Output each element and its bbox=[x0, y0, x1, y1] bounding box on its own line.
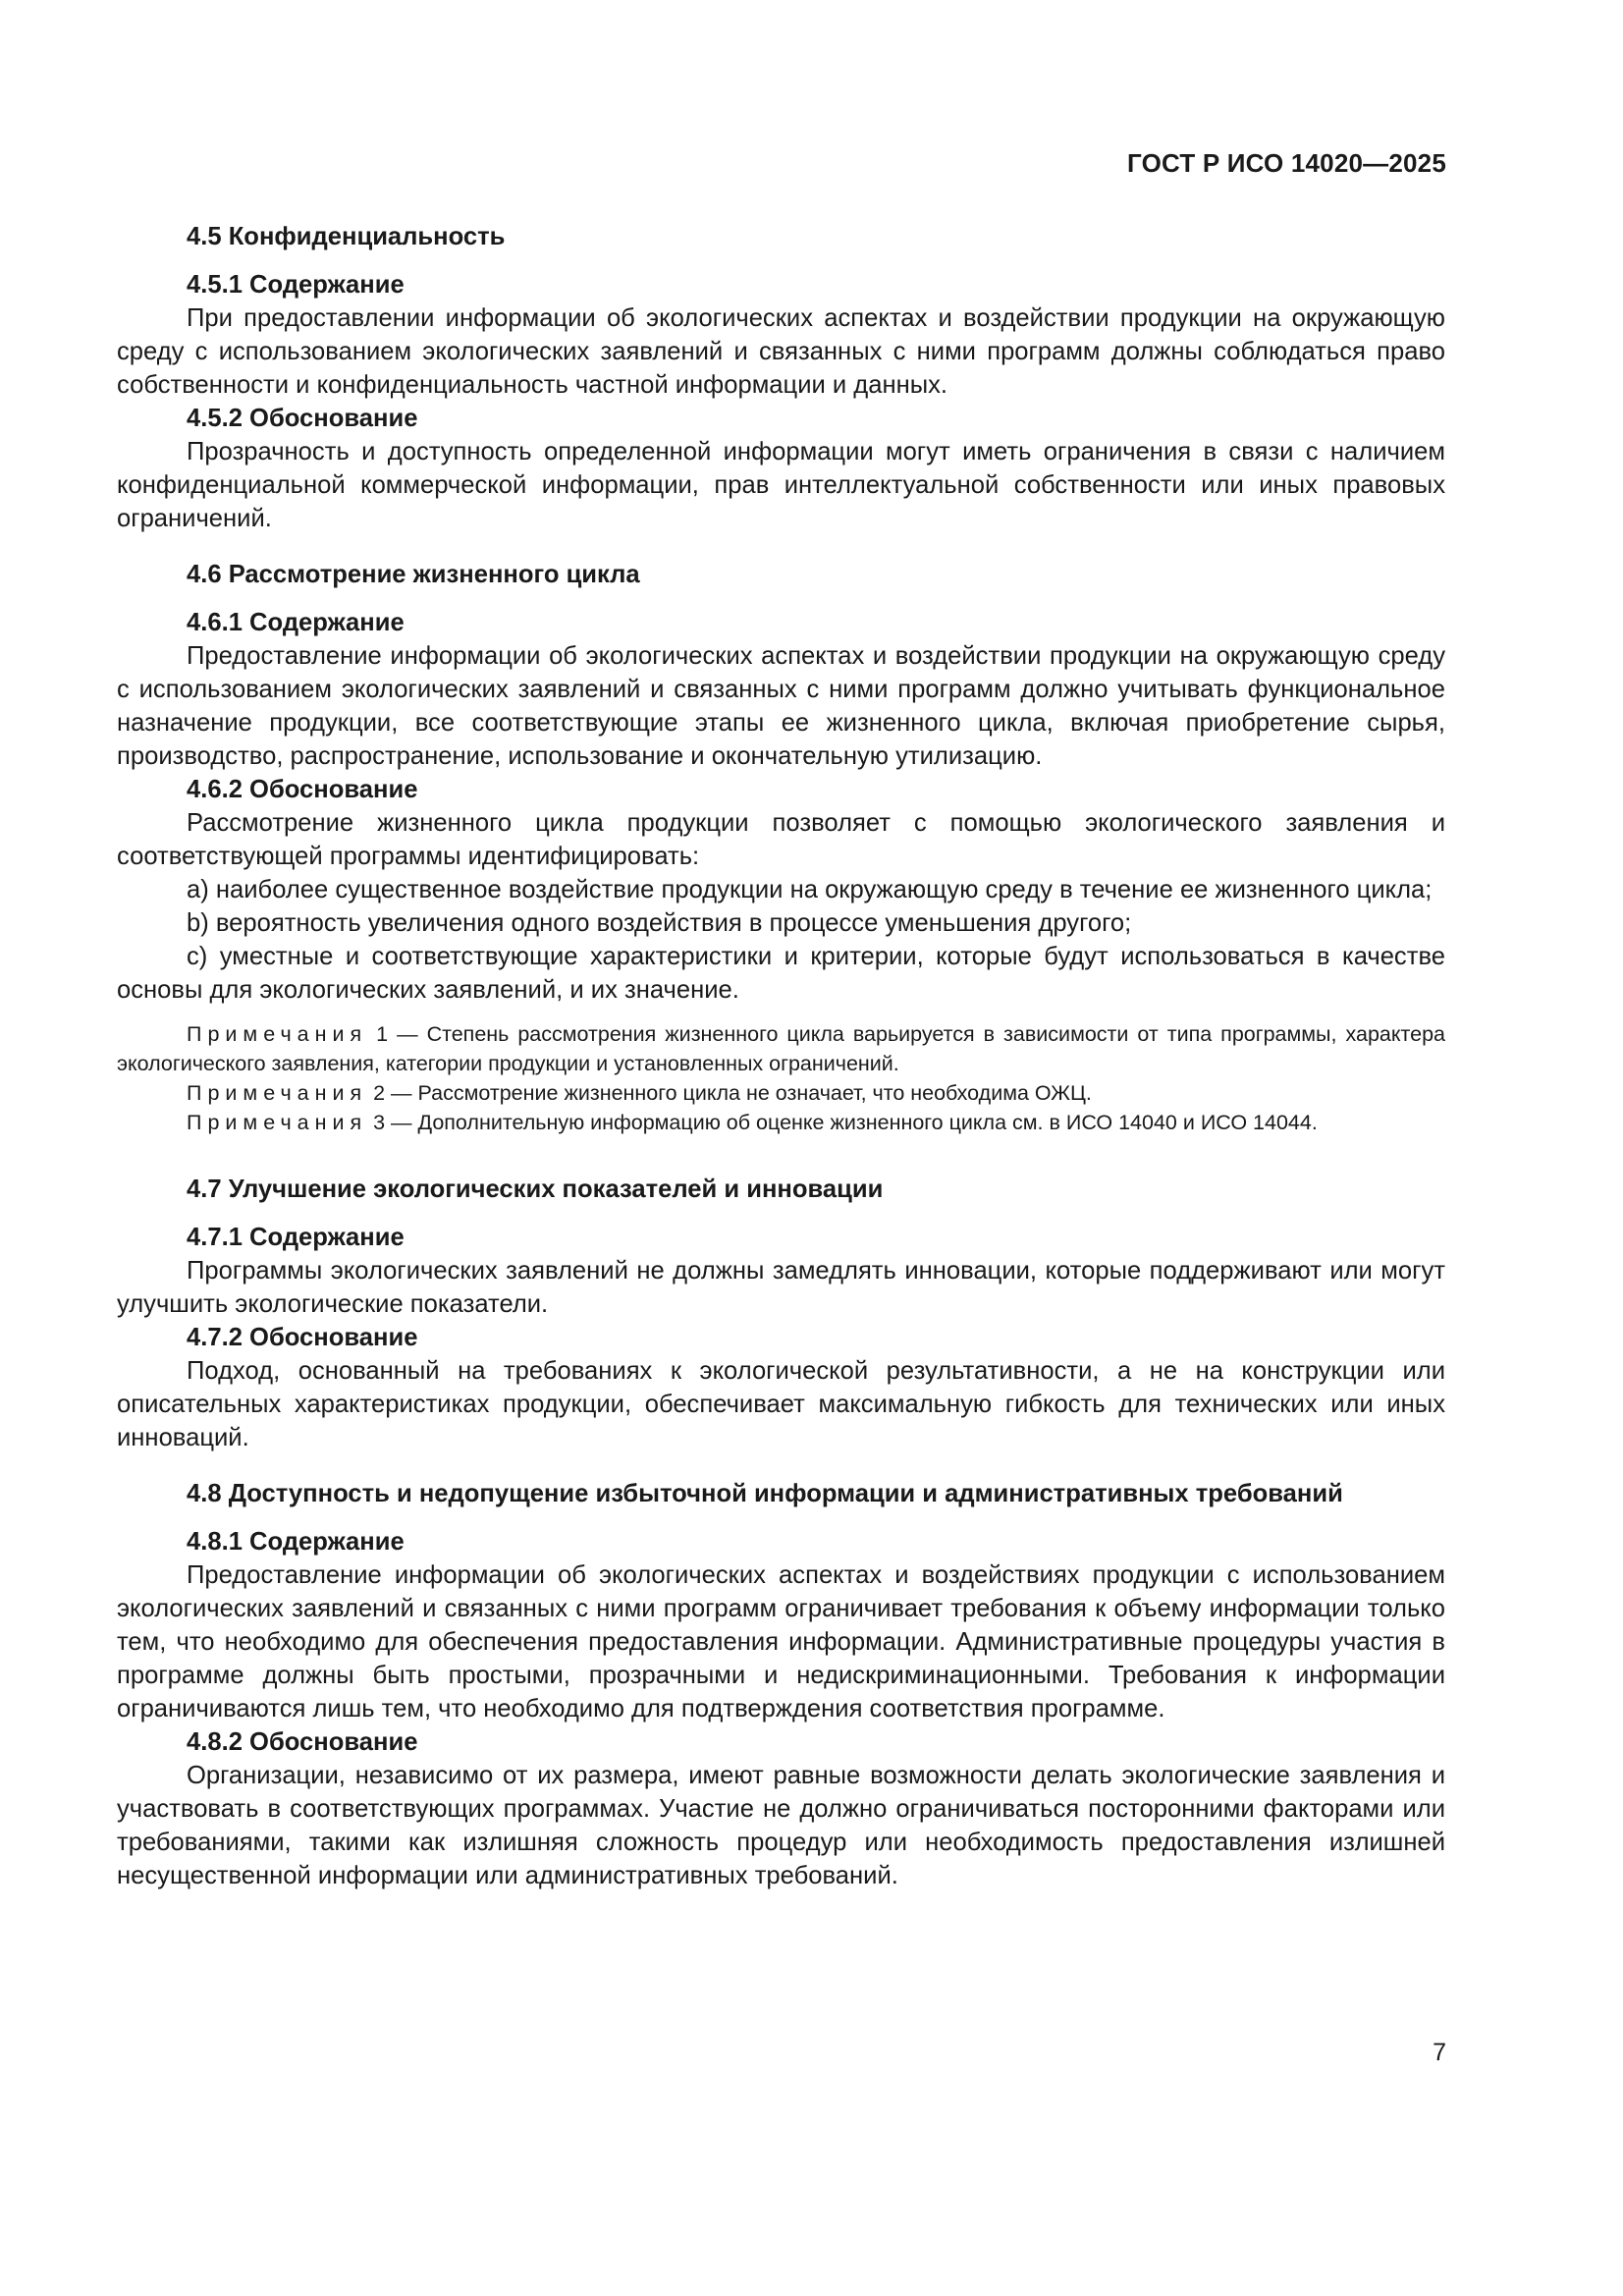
document-header: ГОСТ Р ИСО 14020—2025 bbox=[1126, 148, 1446, 178]
section-4-6 bbox=[117, 558, 1445, 1137]
paragraph: Предоставление информации об экологических аспектах и воздействии продукции на окружающую среду с использованием экологических заявлений и связанных с ними программ должно учитывать функциональное назначение продукции, все соответствующие этапы ее жизненного цикла, включая приобретение сырья, производство, распространение, использование и окончательную утилизацию. bbox=[117, 642, 1445, 770]
subsection-title: 4.6.1 Содержание bbox=[187, 609, 405, 636]
list-item: c) уместные и соответствующие характеристики и критерии, которые будут использоваться в качестве основы для экологических заявлений, и их значение. bbox=[117, 943, 1445, 1004]
document-body bbox=[117, 220, 1445, 1892]
paragraph: Подход, основанный на требованиях к экологической результативности, а не на конструкции или описательных характеристиках продукции, обеспечивает максимальную гибкость для технических или иных инноваций. bbox=[117, 1357, 1445, 1451]
subsection-title: 4.5.2 Обоснование bbox=[187, 405, 418, 432]
paragraph: При предоставлении информации об экологических аспектах и воздействии продукции на окружающую среду с использованием экологических заявлений и связанных с ними программ должны соблюдаться право собственности и конфиденциальность частной информации и данных. bbox=[117, 304, 1445, 399]
note-label: Примечания bbox=[187, 1022, 368, 1046]
subsection-title: 4.7.1 Содержание bbox=[187, 1224, 405, 1251]
section-title: 4.8 Доступность и недопущение избыточной информации и административных требований bbox=[187, 1480, 1343, 1507]
paragraph: Рассмотрение жизненного цикла продукции позволяет с помощью экологического заявления и соответствующей программы идентифицировать: bbox=[117, 809, 1445, 870]
paragraph: Прозрачность и доступность определенной информации могут иметь ограничения в связи с наличием конфиденциальной коммерческой информации, прав интеллектуальной собственности или иных правовых ограничений. bbox=[117, 438, 1445, 532]
list-item: a) наиболее существенное воздействие продукции на окружающую среду в течение ее жизненного цикла; bbox=[187, 876, 1433, 903]
paragraph: Программы экологических заявлений не должны замедлять инновации, которые поддерживают или могут улучшить экологические показатели. bbox=[117, 1257, 1445, 1318]
note-label: Примечания bbox=[187, 1111, 368, 1134]
section-title: 4.7 Улучшение экологических показателей и инновации bbox=[187, 1175, 884, 1203]
notes-block bbox=[117, 1019, 1445, 1137]
subsection-title: 4.8.1 Содержание bbox=[187, 1528, 405, 1556]
note bbox=[117, 1108, 1445, 1137]
note bbox=[117, 1078, 1445, 1108]
note-label: Примечания bbox=[187, 1081, 368, 1105]
note-text: 3 — Дополнительную информацию об оценке жизненного цикла см. в ИСО 14040 и ИСО 14044. bbox=[373, 1111, 1318, 1134]
subsection-title: 4.5.1 Содержание bbox=[187, 271, 405, 299]
note-text: 1 — Степень рассмотрения жизненного цикла варьируется в зависимости от типа программы, характера экологического заявления, категории продукции и установленных ограничений. bbox=[117, 1022, 1445, 1075]
note-text: 2 — Рассмотрение жизненного цикла не означает, что необходима ОЖЦ. bbox=[373, 1081, 1092, 1105]
section-4-7 bbox=[117, 1173, 1445, 1454]
section-4-5 bbox=[117, 220, 1445, 535]
note bbox=[117, 1019, 1445, 1078]
section-title: 4.5 Конфиденциальность bbox=[187, 223, 506, 250]
paragraph: Организации, независимо от их размера, имеют равные возможности делать экологические заявления и участвовать в соответствующих программах. Участие не должно ограничиваться посторонними факторами или требованиями, такими как излишняя сложность процедур или необходимость предоставления излишней несущественной информации или административных требований. bbox=[117, 1762, 1445, 1889]
section-title: 4.6 Рассмотрение жизненного цикла bbox=[187, 561, 640, 588]
subsection-title: 4.6.2 Обоснование bbox=[187, 776, 418, 803]
section-4-8 bbox=[117, 1477, 1445, 1892]
page-number: 7 bbox=[1433, 2039, 1446, 2066]
subsection-title: 4.8.2 Обоснование bbox=[187, 1728, 418, 1756]
paragraph: Предоставление информации об экологических аспектах и воздействиях продукции с использованием экологических заявлений и связанных с ними программ ограничивает требования к объему информации только тем, что необходимо для обеспечения предоставления информации. Административные процедуры участия в программе должны быть простыми, прозрачными и недискриминационными. Требования к информации ограничиваются лишь тем, что необходимо для подтверждения соответствия программе. bbox=[117, 1561, 1445, 1722]
subsection-title: 4.7.2 Обоснование bbox=[187, 1324, 418, 1351]
list-item: b) вероятность увеличения одного воздействия в процессе уменьшения другого; bbox=[187, 909, 1132, 937]
